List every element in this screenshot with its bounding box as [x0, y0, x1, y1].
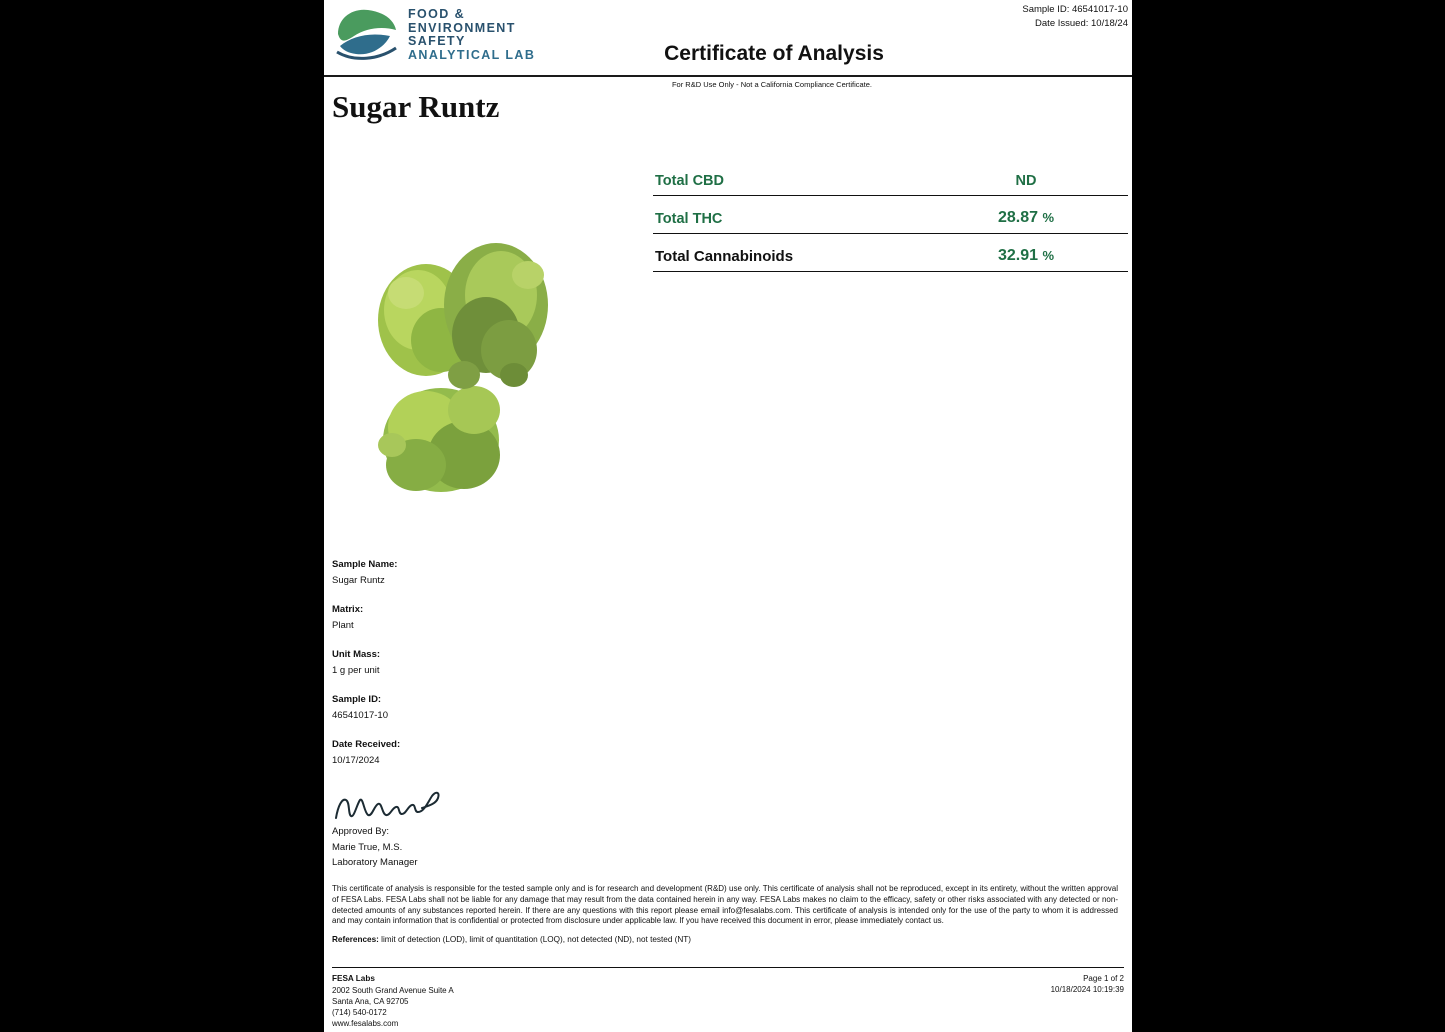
signature-image [332, 790, 442, 824]
product-photo [346, 215, 606, 515]
footer-address-line-2: Santa Ana, CA 92705 [332, 997, 409, 1006]
summary-value-unit: % [1042, 248, 1055, 263]
summary-label: Total CBD [655, 173, 725, 189]
footer-page-info [1051, 973, 1124, 1029]
field-label: Sample Name: [332, 559, 398, 570]
cannabinoid-summary-table [653, 170, 1128, 272]
approved-by-label: Approved By: [332, 826, 390, 837]
summary-label: Total Cannabinoids [655, 248, 794, 265]
summary-row-total-thc [653, 196, 1128, 234]
rd-use-note: For R&D Use Only - Not a California Compliance Certificate. [671, 80, 873, 89]
approver-role: Laboratory Manager [332, 857, 418, 868]
field-date-received [332, 738, 752, 768]
references-label: References: [332, 935, 379, 945]
approver-name: Marie True, M.S. [332, 841, 403, 853]
page-title [324, 42, 1132, 66]
field-matrix [332, 603, 752, 633]
logo-line-4: ANALYTICAL LAB [408, 47, 536, 62]
coa-document-page [324, 0, 1132, 1032]
field-unit-mass [332, 648, 752, 678]
product-name: Sugar Runtz [332, 89, 500, 124]
footer-lab-info [332, 973, 454, 1029]
references-line [332, 935, 1118, 946]
summary-value-number: 28.87 [997, 209, 1039, 226]
summary-value [926, 209, 1126, 227]
footer-page-number: Page 1 of 2 [1083, 974, 1124, 983]
field-label: Sample ID: [332, 694, 382, 705]
footer-timestamp: 10/18/2024 10:19:39 [1050, 985, 1124, 994]
sample-details [332, 558, 752, 783]
logo-line-3: SAFETY [408, 34, 466, 48]
footer-lab-name: FESA Labs [332, 974, 375, 983]
approval-block [332, 790, 632, 871]
disclaimer-text: This certificate of analysis is responsible for the tested sample only and is for research and development (R&D) use only. This certificate of analysis shall not be reproduced, except in its entirety, without the written approval of FESA Labs. FESA Labs shall not be liable for any damage that may result from the data contained herein in any way. FESA Labs makes no claim to the efficacy, safety or other risks associated with any detected or non-detected amounts of any substances reported herein. If there are any questions with this report please email info@fesalabs.com. This certificate of analysis is intended only for the use of the party to whom it is addressed and may contain information that is confidential or protected from disclosure under applicable law. If you have received this document in error, please immediately contact us. [332, 884, 1118, 926]
field-label: Matrix: [332, 604, 364, 615]
field-sample-id [332, 693, 752, 723]
footer-address-line-1: 2002 South Grand Avenue Suite A [332, 986, 454, 995]
field-value: Sugar Runtz [332, 575, 385, 586]
summary-value-unit: % [1042, 210, 1055, 225]
field-value: 10/17/2024 [332, 755, 380, 766]
header-date-issued: Date Issued: 10/18/24 [1035, 18, 1128, 29]
document-footer [332, 967, 1124, 1029]
field-label: Unit Mass: [332, 649, 381, 660]
logo-line-1: FOOD & [408, 7, 466, 21]
disclaimer-block [332, 884, 1118, 946]
summary-row-total-cbd [653, 170, 1128, 196]
logo-line-2: ENVIRONMENT [408, 20, 516, 35]
field-sample-name [332, 558, 752, 588]
summary-value-number: 32.91 [997, 247, 1039, 264]
header-sample-id: Sample ID: 46541017-10 [1022, 4, 1128, 15]
page-title-text: Certificate of Analysis [664, 42, 884, 65]
summary-row-total-cannabinoids [653, 234, 1128, 272]
field-label: Date Received: [332, 739, 401, 750]
references-text: limit of detection (LOD), limit of quantitation (LOQ), not detected (ND), not tested (NT) [381, 935, 692, 945]
header-sample-meta [1022, 3, 1128, 31]
footer-website[interactable]: www.fesalabs.com [332, 1019, 399, 1028]
document-header [324, 0, 1132, 77]
field-value: 46541017-10 [332, 710, 388, 721]
summary-value [926, 247, 1126, 265]
summary-value [926, 173, 1126, 189]
summary-label: Total THC [655, 211, 723, 227]
field-value: Plant [332, 620, 354, 631]
field-value: 1 g per unit [332, 665, 380, 676]
footer-phone: (714) 540-0172 [332, 1008, 387, 1017]
summary-value-number: ND [1015, 173, 1037, 189]
